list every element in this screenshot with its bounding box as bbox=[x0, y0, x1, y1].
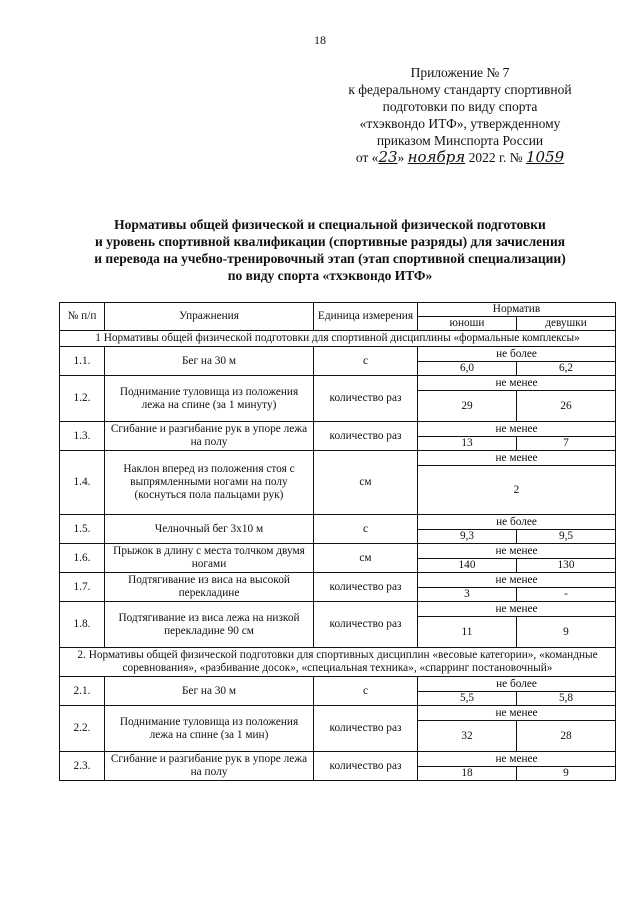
header-unit: Единица измерения bbox=[314, 303, 418, 331]
handwritten-order-number: 1059 bbox=[525, 148, 565, 166]
title-line: по виду спорта «тхэквондо ИТФ» bbox=[227, 268, 433, 283]
condition-cell: не менее bbox=[418, 602, 616, 617]
table-row bbox=[60, 752, 616, 767]
boys-value: 11 bbox=[418, 617, 517, 648]
title-line: Нормативы общей физической и специальной физической подготовки bbox=[114, 217, 546, 232]
unit-cell: см bbox=[314, 544, 418, 573]
unit-cell: с bbox=[314, 677, 418, 706]
exercise-name: Сгибание и разгибание рук в упоре лежа на полу bbox=[105, 752, 314, 781]
table-row bbox=[60, 573, 616, 588]
year-text: 2022 г. № bbox=[465, 150, 526, 165]
girls-value: - bbox=[517, 588, 616, 602]
condition-cell: не менее bbox=[418, 376, 616, 391]
row-number: 1.8. bbox=[60, 602, 105, 648]
merged-value: 2 bbox=[418, 466, 616, 515]
boys-value: 140 bbox=[418, 559, 517, 573]
unit-cell: с bbox=[314, 515, 418, 544]
table-row bbox=[60, 602, 616, 617]
unit-cell: см bbox=[314, 451, 418, 515]
boys-value: 9,3 bbox=[418, 530, 517, 544]
table-row bbox=[60, 376, 616, 391]
row-number: 1.4. bbox=[60, 451, 105, 515]
appendix-line: приказом Минспорта России bbox=[376, 133, 544, 148]
exercise-name: Подтягивание из виса на высокой перекладине bbox=[105, 573, 314, 602]
table-row bbox=[60, 422, 616, 437]
boys-value: 5,5 bbox=[418, 692, 517, 706]
boys-value: 6,0 bbox=[418, 362, 517, 376]
header-row bbox=[60, 303, 616, 317]
exercise-name: Поднимание туловища из положения лежа на спине (за 1 минуту) bbox=[105, 376, 314, 422]
table-row bbox=[60, 706, 616, 721]
condition-cell: не менее bbox=[418, 544, 616, 559]
girls-value: 9 bbox=[517, 767, 616, 781]
appendix-line: «тхэквондо ИТФ», утвержденному bbox=[359, 116, 561, 131]
table-row bbox=[60, 347, 616, 362]
table-row bbox=[60, 451, 616, 466]
exercise-name: Бег на 30 м bbox=[105, 677, 314, 706]
exercise-name: Бег на 30 м bbox=[105, 347, 314, 376]
boys-value: 29 bbox=[418, 391, 517, 422]
boys-value: 18 bbox=[418, 767, 517, 781]
exercise-name: Сгибание и разгибание рук в упоре лежа на полу bbox=[105, 422, 314, 451]
boys-value: 32 bbox=[418, 721, 517, 752]
condition-cell: не менее bbox=[418, 422, 616, 437]
row-number: 2.2. bbox=[60, 706, 105, 752]
section-row bbox=[60, 648, 616, 677]
exercise-name: Наклон вперед из положения стоя с выпрямленными ногами на полу (коснуться пола пальцами рук) bbox=[105, 451, 314, 515]
appendix-line: к федеральному стандарту спортивной bbox=[348, 82, 572, 97]
handwritten-month: ноября bbox=[407, 148, 466, 166]
unit-cell: количество раз bbox=[314, 422, 418, 451]
section-row bbox=[60, 331, 616, 347]
exercise-name: Прыжок в длину с места толчком двумя ногами bbox=[105, 544, 314, 573]
girls-value: 6,2 bbox=[517, 362, 616, 376]
girls-value: 130 bbox=[517, 559, 616, 573]
girls-value: 28 bbox=[517, 721, 616, 752]
girls-value: 9,5 bbox=[517, 530, 616, 544]
unit-cell: с bbox=[314, 347, 418, 376]
section-title: 2. Нормативы общей физической подготовки для спортивных дисциплин «весовые категории», «командные соревнования», «разбивание досок», «специальная техника», «спарринг постановочный» bbox=[60, 648, 616, 677]
appendix-line: подготовки по виду спорта bbox=[382, 99, 538, 114]
exercise-name: Подтягивание из виса лежа на низкой перекладине 90 см bbox=[105, 602, 314, 648]
appendix-line: Приложение № 7 bbox=[410, 65, 510, 80]
condition-cell: не более bbox=[418, 677, 616, 692]
row-number: 2.1. bbox=[60, 677, 105, 706]
condition-cell: не менее bbox=[418, 451, 616, 466]
header-num: № п/п bbox=[60, 303, 105, 331]
row-number: 1.7. bbox=[60, 573, 105, 602]
girls-value: 26 bbox=[517, 391, 616, 422]
exercise-name: Поднимание туловища из положения лежа на спине (за 1 мин) bbox=[105, 706, 314, 752]
exercise-name: Челночный бег 3х10 м bbox=[105, 515, 314, 544]
unit-cell: количество раз bbox=[314, 573, 418, 602]
unit-cell: количество раз bbox=[314, 706, 418, 752]
date-prefix: от « bbox=[355, 150, 379, 165]
row-number: 1.2. bbox=[60, 376, 105, 422]
norms-table bbox=[59, 302, 616, 781]
condition-cell: не менее bbox=[418, 706, 616, 721]
page-number: 18 bbox=[314, 33, 326, 47]
girls-value: 5,8 bbox=[517, 692, 616, 706]
condition-cell: не более bbox=[418, 515, 616, 530]
row-number: 1.5. bbox=[60, 515, 105, 544]
table-row bbox=[60, 677, 616, 692]
row-number: 2.3. bbox=[60, 752, 105, 781]
section-title: 1 Нормативы общей физической подготовки для спортивной дисциплины «формальные комплексы» bbox=[60, 331, 616, 347]
title-line: и уровень спортивной квалификации (спортивные разряды) для зачисления bbox=[94, 234, 566, 249]
table-row bbox=[60, 515, 616, 530]
date-mid: » bbox=[397, 150, 408, 165]
header-norm: Норматив bbox=[418, 303, 616, 317]
boys-value: 13 bbox=[418, 437, 517, 451]
table-row bbox=[60, 544, 616, 559]
unit-cell: количество раз bbox=[314, 376, 418, 422]
unit-cell: количество раз bbox=[314, 752, 418, 781]
condition-cell: не менее bbox=[418, 752, 616, 767]
header-boys: юноши bbox=[418, 317, 517, 331]
boys-value: 3 bbox=[418, 588, 517, 602]
row-number: 1.3. bbox=[60, 422, 105, 451]
row-number: 1.6. bbox=[60, 544, 105, 573]
row-number: 1.1. bbox=[60, 347, 105, 376]
order-date-line bbox=[310, 149, 610, 166]
header-girls: девушки bbox=[517, 317, 616, 331]
handwritten-day: 23 bbox=[378, 148, 398, 166]
title-line: и перевода на учебно-тренировочный этап (этап спортивной специализации) bbox=[94, 251, 566, 266]
header-exercise: Упражнения bbox=[105, 303, 314, 331]
unit-cell: количество раз bbox=[314, 602, 418, 648]
document-title bbox=[40, 216, 620, 284]
girls-value: 9 bbox=[517, 617, 616, 648]
condition-cell: не более bbox=[418, 347, 616, 362]
appendix-block bbox=[310, 64, 610, 166]
condition-cell: не менее bbox=[418, 573, 616, 588]
girls-value: 7 bbox=[517, 437, 616, 451]
